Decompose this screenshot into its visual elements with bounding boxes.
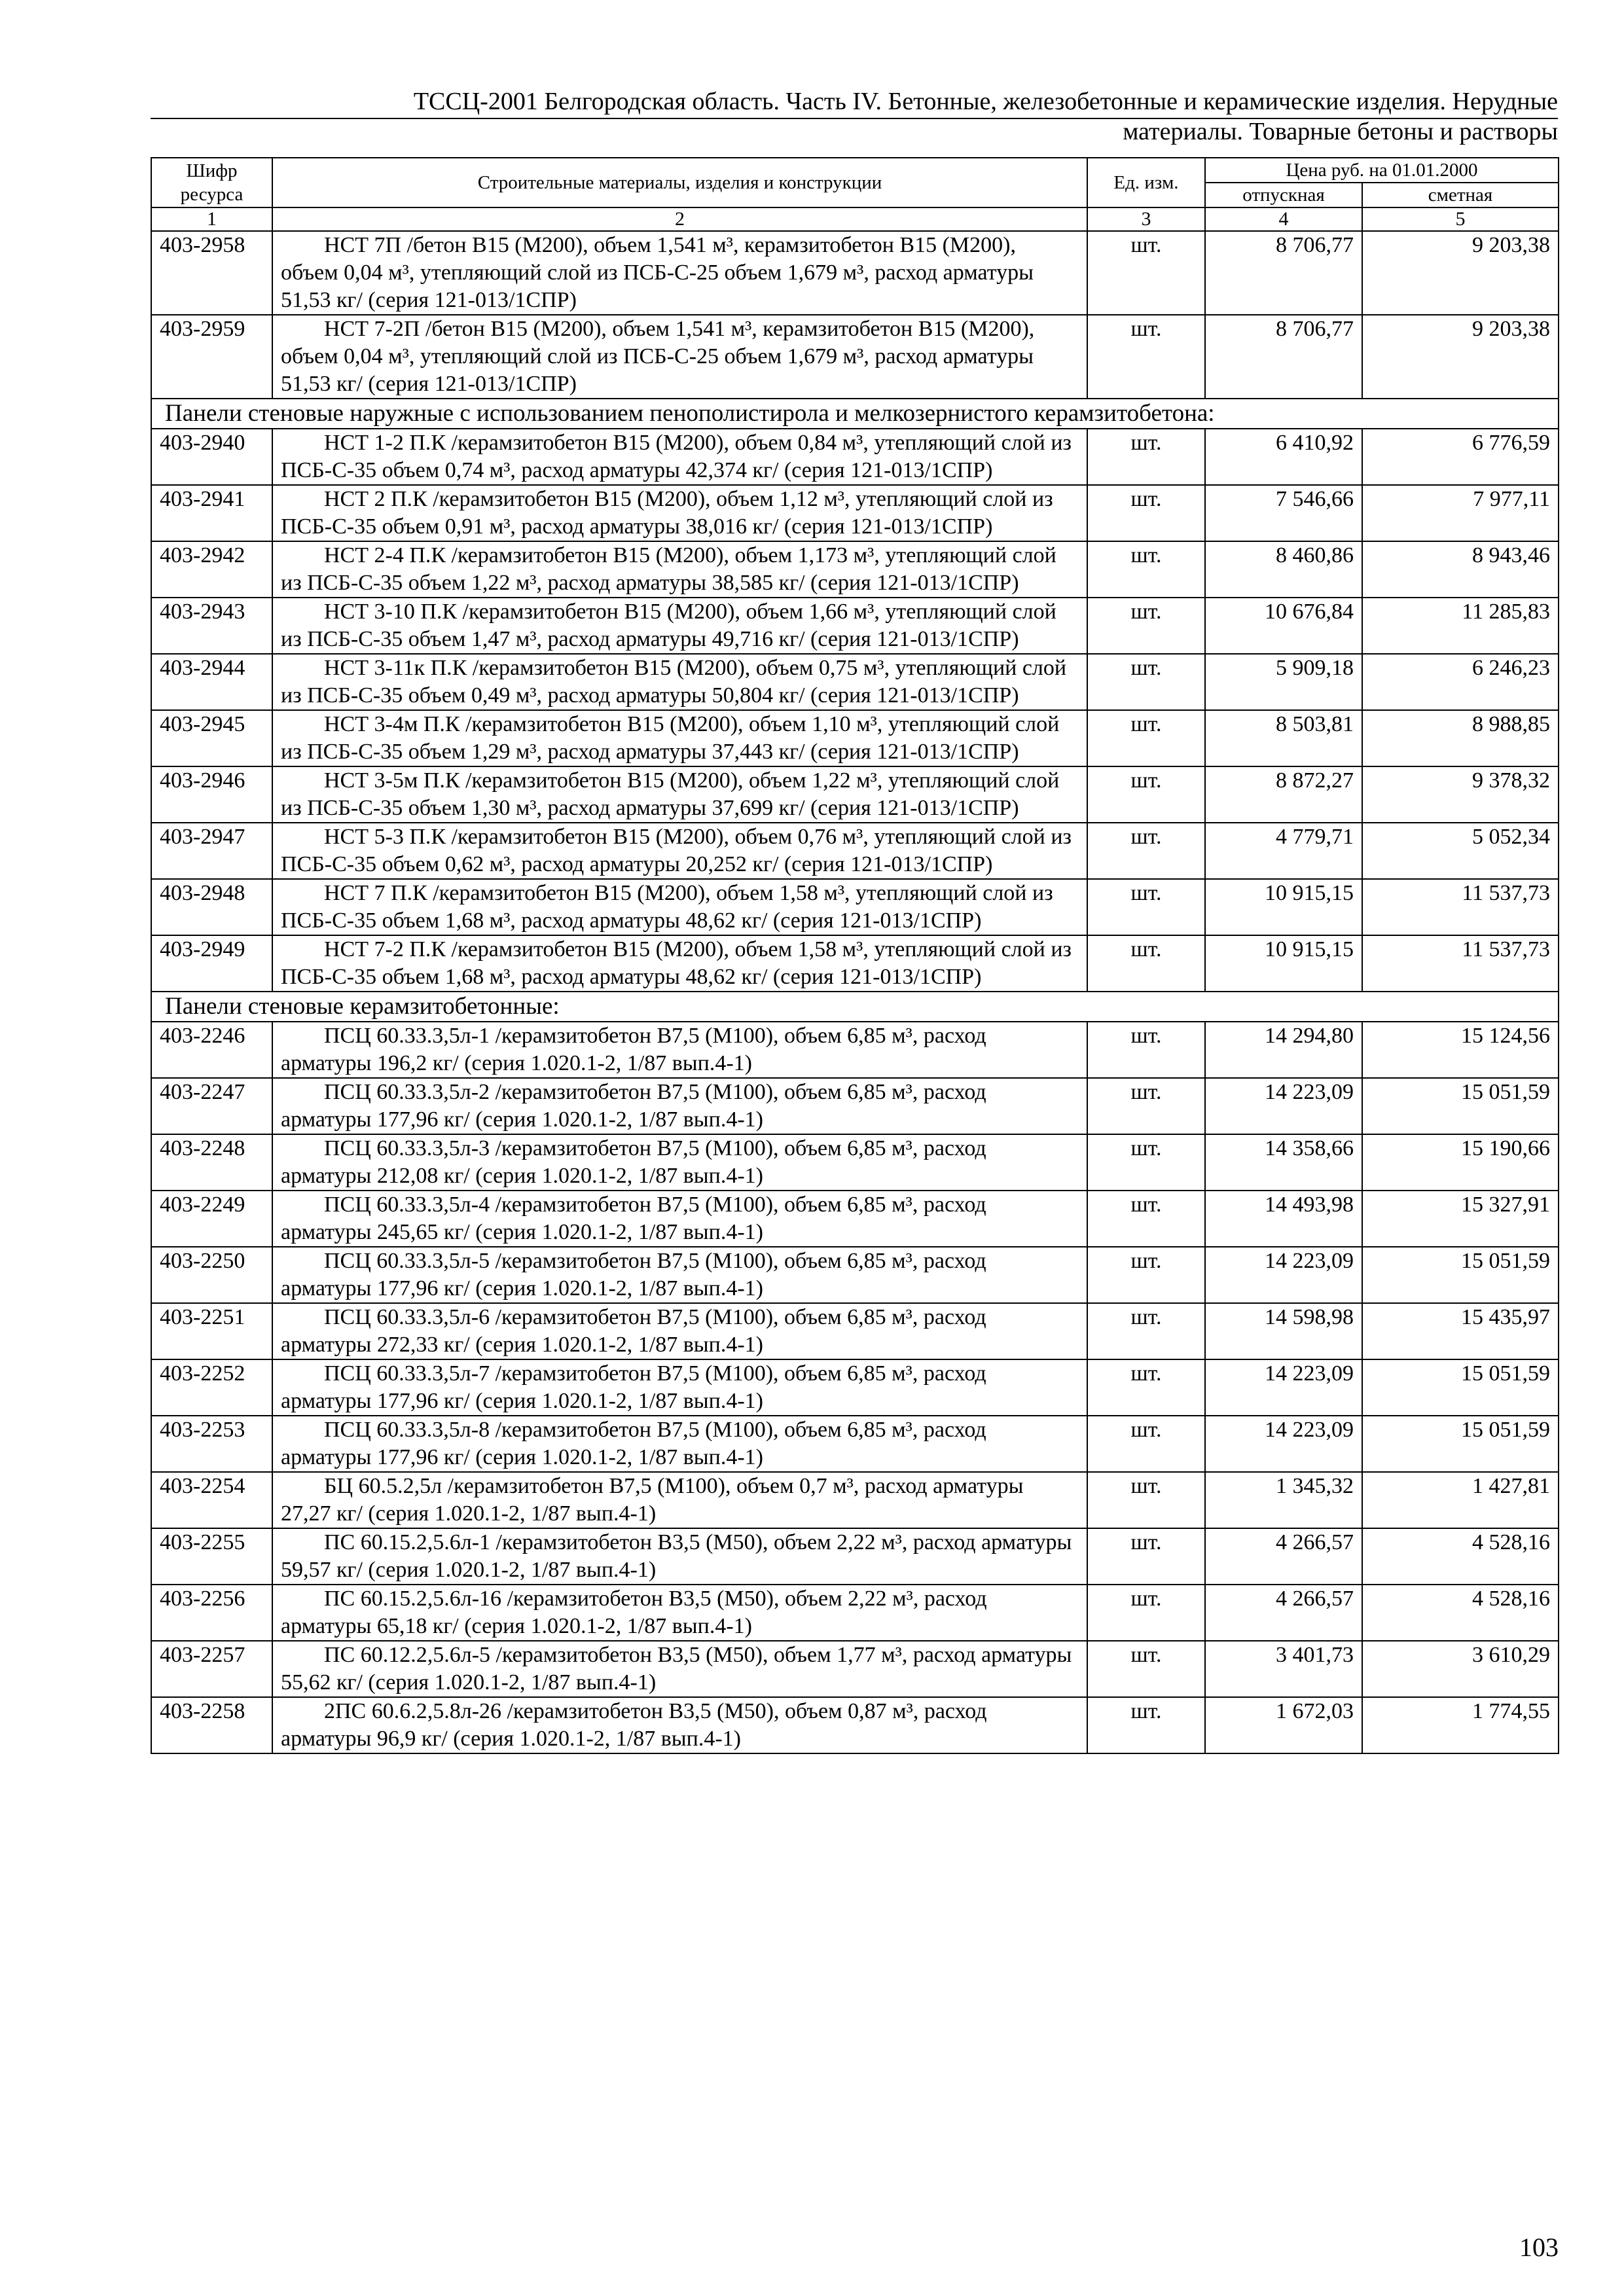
header-title-line2: материалы. Товарные бетоны и растворы bbox=[1123, 118, 1558, 145]
table-row bbox=[151, 1022, 1559, 1078]
cell-price-estimate: 15 051,59 bbox=[1362, 1416, 1559, 1472]
cell-unit: шт. bbox=[1087, 710, 1205, 766]
cell-name: НСТ 3-10 П.К /керамзитобетон В15 (М200), объем 1,66 м³, утепляющий слой из ПСБ-С-35 объем 1,47 м³, расход арматуры 49,716 кг/ (серия 121-013/1СПР) bbox=[272, 598, 1087, 654]
cell-code: 403-2248 bbox=[151, 1134, 272, 1191]
cell-unit: шт. bbox=[1087, 766, 1205, 823]
cell-unit: шт. bbox=[1087, 654, 1205, 710]
cell-price-estimate: 15 051,59 bbox=[1362, 1078, 1559, 1134]
cell-price-release: 8 503,81 bbox=[1205, 710, 1362, 766]
table-row bbox=[151, 598, 1559, 654]
column-number: 5 bbox=[1362, 207, 1559, 231]
cell-price-estimate: 15 051,59 bbox=[1362, 1247, 1559, 1303]
table-row bbox=[151, 935, 1559, 992]
cell-unit: шт. bbox=[1087, 1416, 1205, 1472]
cell-name: ПСЦ 60.33.3,5л-2 /керамзитобетон В7,5 (М100), объем 6,85 м³, расход арматуры 177,96 кг/ (серия 1.020.1-2, 1/87 вып.4-1) bbox=[272, 1078, 1087, 1134]
cell-price-release: 10 915,15 bbox=[1205, 935, 1362, 992]
cell-price-release: 8 460,86 bbox=[1205, 541, 1362, 598]
cell-price-estimate: 4 528,16 bbox=[1362, 1528, 1559, 1585]
cell-unit: шт. bbox=[1087, 823, 1205, 879]
cell-name: НСТ 7 П.К /керамзитобетон В15 (М200), объем 1,58 м³, утепляющий слой из ПСБ-С-35 объем 1,68 м³, расход арматуры 48,62 кг/ (серия 121-013/1СПР) bbox=[272, 879, 1087, 935]
cell-name: ПС 60.12.2,5.6л-5 /керамзитобетон В3,5 (М50), объем 1,77 м³, расход арматуры 55,62 кг/ (серия 1.020.1-2, 1/87 вып.4-1) bbox=[272, 1641, 1087, 1697]
cell-code: 403-2247 bbox=[151, 1078, 272, 1134]
table-body-group-a bbox=[151, 231, 1559, 399]
cell-name: НСТ 7-2 П.К /керамзитобетон В15 (М200), объем 1,58 м³, утепляющий слой из ПСБ-С-35 объем 1,68 м³, расход арматуры 48,62 кг/ (серия 121-013/1СПР) bbox=[272, 935, 1087, 992]
cell-unit: шт. bbox=[1087, 1134, 1205, 1191]
table-body-group-b bbox=[151, 429, 1559, 992]
cell-price-release: 14 223,09 bbox=[1205, 1416, 1362, 1472]
table-row bbox=[151, 1134, 1559, 1191]
header-rule bbox=[151, 118, 1558, 119]
section-heading-row bbox=[151, 992, 1559, 1022]
document-header bbox=[151, 86, 1558, 147]
cell-price-estimate: 9 378,32 bbox=[1362, 766, 1559, 823]
cell-price-release: 6 410,92 bbox=[1205, 429, 1362, 485]
cell-price-estimate: 6 246,23 bbox=[1362, 654, 1559, 710]
cell-code: 403-2246 bbox=[151, 1022, 272, 1078]
col-header-code: Шифр ресурса bbox=[151, 158, 272, 207]
cell-price-release: 3 401,73 bbox=[1205, 1641, 1362, 1697]
cell-code: 403-2250 bbox=[151, 1247, 272, 1303]
column-number: 1 bbox=[151, 207, 272, 231]
table-row bbox=[151, 1303, 1559, 1359]
cell-price-release: 8 872,27 bbox=[1205, 766, 1362, 823]
table-row bbox=[151, 879, 1559, 935]
cell-code: 403-2253 bbox=[151, 1416, 272, 1472]
cell-code: 403-2941 bbox=[151, 485, 272, 541]
cell-price-release: 5 909,18 bbox=[1205, 654, 1362, 710]
section-heading: Панели стеновые наружные с использованием пенополистирола и мелкозернистого керамзитобетона: bbox=[151, 399, 1559, 429]
cell-name: НСТ 1-2 П.К /керамзитобетон В15 (М200), объем 0,84 м³, утепляющий слой из ПСБ-С-35 объем 0,74 м³, расход арматуры 42,374 кг/ (серия 121-013/1СПР) bbox=[272, 429, 1087, 485]
cell-code: 403-2946 bbox=[151, 766, 272, 823]
section-heading: Панели стеновые керамзитобетонные: bbox=[151, 992, 1559, 1022]
page-number: 103 bbox=[1519, 2233, 1559, 2262]
cell-price-estimate: 15 190,66 bbox=[1362, 1134, 1559, 1191]
cell-price-release: 14 294,80 bbox=[1205, 1022, 1362, 1078]
cell-price-release: 14 358,66 bbox=[1205, 1134, 1362, 1191]
cell-unit: шт. bbox=[1087, 1022, 1205, 1078]
cell-code: 403-2940 bbox=[151, 429, 272, 485]
table-row bbox=[151, 1585, 1559, 1641]
cell-price-release: 10 915,15 bbox=[1205, 879, 1362, 935]
cell-code: 403-2944 bbox=[151, 654, 272, 710]
cell-unit: шт. bbox=[1087, 1078, 1205, 1134]
cell-price-release: 4 779,71 bbox=[1205, 823, 1362, 879]
cell-price-estimate: 15 435,97 bbox=[1362, 1303, 1559, 1359]
table-row bbox=[151, 1697, 1559, 1753]
column-number: 2 bbox=[272, 207, 1087, 231]
cell-price-release: 7 546,66 bbox=[1205, 485, 1362, 541]
table-row bbox=[151, 1191, 1559, 1247]
cell-price-estimate: 8 943,46 bbox=[1362, 541, 1559, 598]
cell-name: НСТ 7-2П /бетон В15 (М200), объем 1,541 м³, керамзитобетон В15 (М200), объем 0,04 м³, утепляющий слой из ПСБ-С-25 объем 1,679 м³, расход арматуры 51,53 кг/ (серия 121-013/1СПР) bbox=[272, 315, 1087, 399]
col-header-name: Строительные материалы, изделия и конструкции bbox=[272, 158, 1087, 207]
cell-unit: шт. bbox=[1087, 1528, 1205, 1585]
cell-code: 403-2258 bbox=[151, 1697, 272, 1753]
col-header-unit: Ед. изм. bbox=[1087, 158, 1205, 207]
cell-name: БЦ 60.5.2,5л /керамзитобетон В7,5 (М100), объем 0,7 м³, расход арматуры 27,27 кг/ (серия 1.020.1-2, 1/87 вып.4-1) bbox=[272, 1472, 1087, 1528]
cell-name: НСТ 5-3 П.К /керамзитобетон В15 (М200), объем 0,76 м³, утепляющий слой из ПСБ-С-35 объем 0,62 м³, расход арматуры 20,252 кг/ (серия 121-013/1СПР) bbox=[272, 823, 1087, 879]
table-row bbox=[151, 1359, 1559, 1416]
cell-unit: шт. bbox=[1087, 935, 1205, 992]
cell-name: ПСЦ 60.33.3,5л-8 /керамзитобетон В7,5 (М100), объем 6,85 м³, расход арматуры 177,96 кг/ (серия 1.020.1-2, 1/87 вып.4-1) bbox=[272, 1416, 1087, 1472]
cell-price-release: 1 672,03 bbox=[1205, 1697, 1362, 1753]
cell-name: ПСЦ 60.33.3,5л-7 /керамзитобетон В7,5 (М100), объем 6,85 м³, расход арматуры 177,96 кг/ (серия 1.020.1-2, 1/87 вып.4-1) bbox=[272, 1359, 1087, 1416]
cell-price-release: 14 223,09 bbox=[1205, 1247, 1362, 1303]
cell-price-release: 14 223,09 bbox=[1205, 1078, 1362, 1134]
cell-name: ПСЦ 60.33.3,5л-6 /керамзитобетон В7,5 (М100), объем 6,85 м³, расход арматуры 272,33 кг/ (серия 1.020.1-2, 1/87 вып.4-1) bbox=[272, 1303, 1087, 1359]
cell-price-estimate: 8 988,85 bbox=[1362, 710, 1559, 766]
cell-price-estimate: 5 052,34 bbox=[1362, 823, 1559, 879]
cell-price-estimate: 15 124,56 bbox=[1362, 1022, 1559, 1078]
cell-code: 403-2958 bbox=[151, 231, 272, 315]
table-row bbox=[151, 485, 1559, 541]
cell-unit: шт. bbox=[1087, 1359, 1205, 1416]
cell-unit: шт. bbox=[1087, 1191, 1205, 1247]
cell-price-release: 1 345,32 bbox=[1205, 1472, 1362, 1528]
cell-name: НСТ 2-4 П.К /керамзитобетон В15 (М200), объем 1,173 м³, утепляющий слой из ПСБ-С-35 объем 1,22 м³, расход арматуры 38,585 кг/ (серия 121-013/1СПР) bbox=[272, 541, 1087, 598]
cell-price-release: 8 706,77 bbox=[1205, 315, 1362, 399]
table-body-group-c bbox=[151, 1022, 1559, 1753]
cell-name: НСТ 3-4м П.К /керамзитобетон В15 (М200), объем 1,10 м³, утепляющий слой из ПСБ-С-35 объем 1,29 м³, расход арматуры 37,443 кг/ (серия 121-013/1СПР) bbox=[272, 710, 1087, 766]
table-row bbox=[151, 1641, 1559, 1697]
cell-price-estimate: 3 610,29 bbox=[1362, 1641, 1559, 1697]
cell-code: 403-2257 bbox=[151, 1641, 272, 1697]
cell-price-release: 14 223,09 bbox=[1205, 1359, 1362, 1416]
table-row bbox=[151, 823, 1559, 879]
cell-price-estimate: 15 051,59 bbox=[1362, 1359, 1559, 1416]
col-header-price-estimate: сметная bbox=[1362, 183, 1559, 207]
cell-unit: шт. bbox=[1087, 541, 1205, 598]
table-row bbox=[151, 231, 1559, 315]
table-row bbox=[151, 541, 1559, 598]
col-header-price: Цена руб. на 01.01.2000 bbox=[1205, 158, 1559, 183]
section-heading-row bbox=[151, 399, 1559, 429]
cell-code: 403-2251 bbox=[151, 1303, 272, 1359]
table-row bbox=[151, 1528, 1559, 1585]
cell-price-estimate: 9 203,38 bbox=[1362, 315, 1559, 399]
table-row bbox=[151, 710, 1559, 766]
col-header-price-release: отпускная bbox=[1205, 183, 1362, 207]
cell-price-estimate: 11 285,83 bbox=[1362, 598, 1559, 654]
table-row bbox=[151, 1247, 1559, 1303]
table-row bbox=[151, 1472, 1559, 1528]
cell-code: 403-2947 bbox=[151, 823, 272, 879]
cell-name: ПС 60.15.2,5.6л-16 /керамзитобетон В3,5 (М50), объем 2,22 м³, расход арматуры 65,18 кг/ (серия 1.020.1-2, 1/87 вып.4-1) bbox=[272, 1585, 1087, 1641]
cell-name: НСТ 3-5м П.К /керамзитобетон В15 (М200), объем 1,22 м³, утепляющий слой из ПСБ-С-35 объем 1,30 м³, расход арматуры 37,699 кг/ (серия 121-013/1СПР) bbox=[272, 766, 1087, 823]
cell-code: 403-2943 bbox=[151, 598, 272, 654]
cell-code: 403-2945 bbox=[151, 710, 272, 766]
column-number: 3 bbox=[1087, 207, 1205, 231]
cell-name: НСТ 2 П.К /керамзитобетон В15 (М200), объем 1,12 м³, утепляющий слой из ПСБ-С-35 объем 0,91 м³, расход арматуры 38,016 кг/ (серия 121-013/1СПР) bbox=[272, 485, 1087, 541]
cell-name: ПСЦ 60.33.3,5л-4 /керамзитобетон В7,5 (М100), объем 6,85 м³, расход арматуры 245,65 кг/ (серия 1.020.1-2, 1/87 вып.4-1) bbox=[272, 1191, 1087, 1247]
cell-price-release: 14 598,98 bbox=[1205, 1303, 1362, 1359]
cell-unit: шт. bbox=[1087, 879, 1205, 935]
cell-unit: шт. bbox=[1087, 1697, 1205, 1753]
cell-price-estimate: 6 776,59 bbox=[1362, 429, 1559, 485]
table-row bbox=[151, 766, 1559, 823]
price-table bbox=[151, 157, 1559, 1754]
cell-code: 403-2942 bbox=[151, 541, 272, 598]
cell-price-estimate: 1 774,55 bbox=[1362, 1697, 1559, 1753]
cell-code: 403-2249 bbox=[151, 1191, 272, 1247]
cell-unit: шт. bbox=[1087, 1641, 1205, 1697]
cell-code: 403-2948 bbox=[151, 879, 272, 935]
cell-unit: шт. bbox=[1087, 315, 1205, 399]
cell-price-release: 8 706,77 bbox=[1205, 231, 1362, 315]
table-row bbox=[151, 1078, 1559, 1134]
cell-price-release: 4 266,57 bbox=[1205, 1528, 1362, 1585]
cell-price-release: 4 266,57 bbox=[1205, 1585, 1362, 1641]
cell-unit: шт. bbox=[1087, 1472, 1205, 1528]
cell-code: 403-2255 bbox=[151, 1528, 272, 1585]
cell-name: ПСЦ 60.33.3,5л-3 /керамзитобетон В7,5 (М100), объем 6,85 м³, расход арматуры 212,08 кг/ (серия 1.020.1-2, 1/87 вып.4-1) bbox=[272, 1134, 1087, 1191]
cell-price-release: 10 676,84 bbox=[1205, 598, 1362, 654]
cell-unit: шт. bbox=[1087, 485, 1205, 541]
cell-unit: шт. bbox=[1087, 1585, 1205, 1641]
cell-price-estimate: 7 977,11 bbox=[1362, 485, 1559, 541]
cell-unit: шт. bbox=[1087, 1303, 1205, 1359]
cell-name: ПС 60.15.2,5.6л-1 /керамзитобетон В3,5 (М50), объем 2,22 м³, расход арматуры 59,57 кг/ (серия 1.020.1-2, 1/87 вып.4-1) bbox=[272, 1528, 1087, 1585]
cell-unit: шт. bbox=[1087, 598, 1205, 654]
cell-name: НСТ 7П /бетон В15 (М200), объем 1,541 м³, керамзитобетон В15 (М200), объем 0,04 м³, утепляющий слой из ПСБ-С-25 объем 1,679 м³, расход арматуры 51,53 кг/ (серия 121-013/1СПР) bbox=[272, 231, 1087, 315]
cell-name: ПСЦ 60.33.3,5л-5 /керамзитобетон В7,5 (М100), объем 6,85 м³, расход арматуры 177,96 кг/ (серия 1.020.1-2, 1/87 вып.4-1) bbox=[272, 1247, 1087, 1303]
cell-code: 403-2949 bbox=[151, 935, 272, 992]
table-row bbox=[151, 429, 1559, 485]
cell-price-release: 14 493,98 bbox=[1205, 1191, 1362, 1247]
cell-price-estimate: 4 528,16 bbox=[1362, 1585, 1559, 1641]
cell-code: 403-2256 bbox=[151, 1585, 272, 1641]
table-row bbox=[151, 1416, 1559, 1472]
cell-price-estimate: 15 327,91 bbox=[1362, 1191, 1559, 1247]
cell-unit: шт. bbox=[1087, 231, 1205, 315]
column-number-row bbox=[151, 207, 1559, 231]
cell-code: 403-2254 bbox=[151, 1472, 272, 1528]
cell-unit: шт. bbox=[1087, 429, 1205, 485]
cell-name: НСТ 3-11к П.К /керамзитобетон В15 (М200), объем 0,75 м³, утепляющий слой из ПСБ-С-35 объем 0,49 м³, расход арматуры 50,804 кг/ (серия 121-013/1СПР) bbox=[272, 654, 1087, 710]
cell-name: ПСЦ 60.33.3,5л-1 /керамзитобетон В7,5 (М100), объем 6,85 м³, расход арматуры 196,2 кг/ (серия 1.020.1-2, 1/87 вып.4-1) bbox=[272, 1022, 1087, 1078]
cell-price-estimate: 9 203,38 bbox=[1362, 231, 1559, 315]
table-row bbox=[151, 654, 1559, 710]
cell-code: 403-2252 bbox=[151, 1359, 272, 1416]
cell-name: 2ПС 60.6.2,5.8л-26 /керамзитобетон В3,5 (М50), объем 0,87 м³, расход арматуры 96,9 кг/ (серия 1.020.1-2, 1/87 вып.4-1) bbox=[272, 1697, 1087, 1753]
cell-price-estimate: 11 537,73 bbox=[1362, 879, 1559, 935]
cell-price-estimate: 11 537,73 bbox=[1362, 935, 1559, 992]
cell-unit: шт. bbox=[1087, 1247, 1205, 1303]
cell-code: 403-2959 bbox=[151, 315, 272, 399]
table-row bbox=[151, 315, 1559, 399]
header-title-line1: ТССЦ-2001 Белгородская область. Часть IV. Бетонные, железобетонные и керамические изделия. Нерудные bbox=[413, 88, 1558, 115]
column-number: 4 bbox=[1205, 207, 1362, 231]
cell-price-estimate: 1 427,81 bbox=[1362, 1472, 1559, 1528]
